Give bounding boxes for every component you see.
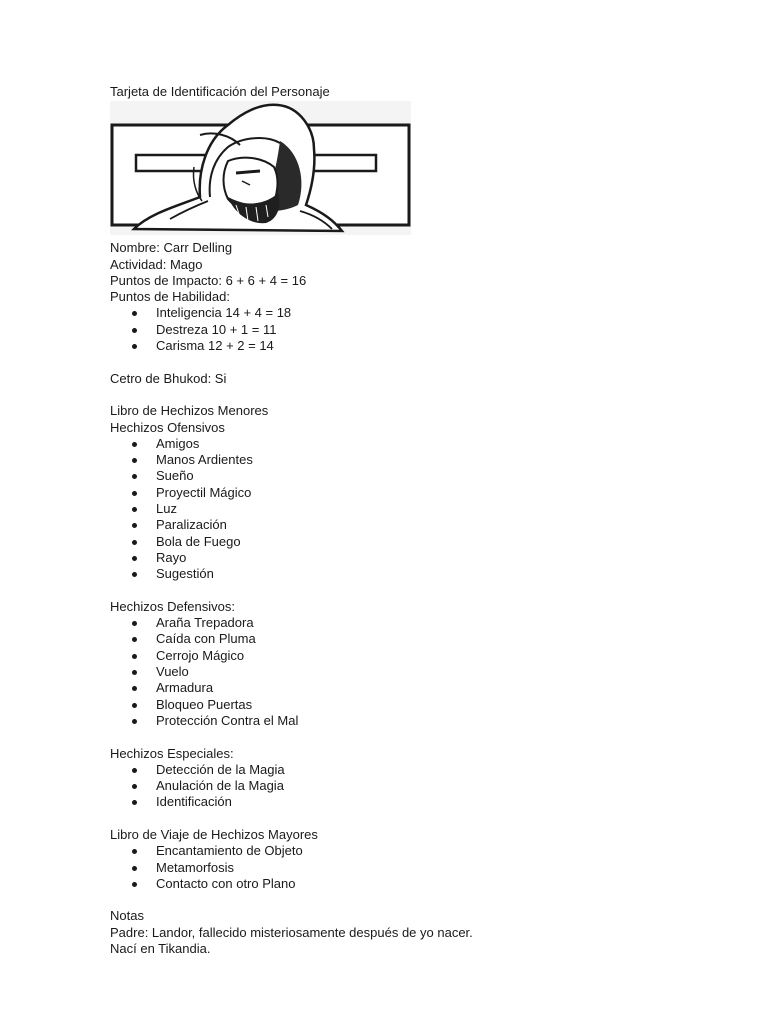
list-item: Paralización bbox=[110, 517, 710, 533]
spacer bbox=[110, 387, 710, 403]
character-activity: Actividad: Mago bbox=[110, 256, 203, 272]
special-spells-list bbox=[110, 762, 710, 811]
list-item: Destreza 10 + 1 = 11 bbox=[110, 322, 710, 338]
hooded-wizard-illustration bbox=[110, 101, 411, 235]
list-item: Contacto con otro Plano bbox=[110, 876, 710, 892]
notes-heading: Notas bbox=[110, 908, 144, 924]
spacer bbox=[110, 811, 710, 827]
list-item: Identificación bbox=[110, 794, 710, 810]
list-item: Sugestión bbox=[110, 566, 710, 582]
list-item: Sueño bbox=[110, 468, 710, 484]
sceptre-line: Cetro de Bhukod: Si bbox=[110, 370, 227, 386]
major-spells-list bbox=[110, 843, 710, 892]
list-item: Cerrojo Mágico bbox=[110, 648, 710, 664]
list-item: Proyectil Mágico bbox=[110, 485, 710, 501]
card-title: Tarjeta de Identificación del Personaje bbox=[110, 84, 330, 99]
list-item: Araña Trepadora bbox=[110, 615, 710, 631]
ability-points-list bbox=[110, 305, 710, 354]
list-item: Detección de la Magia bbox=[110, 762, 710, 778]
list-item: Luz bbox=[110, 501, 710, 517]
list-item: Amigos bbox=[110, 436, 710, 452]
list-item: Protección Contra el Mal bbox=[110, 713, 710, 729]
list-item: Bloqueo Puertas bbox=[110, 697, 710, 713]
list-item: Armadura bbox=[110, 680, 710, 696]
offensive-spells-heading: Hechizos Ofensivos bbox=[110, 419, 225, 435]
spacer bbox=[110, 892, 710, 908]
character-name: Nombre: Carr Delling bbox=[110, 240, 233, 256]
notes-line: Nací en Tikandia. bbox=[110, 941, 211, 957]
list-item: Carisma 12 + 2 = 14 bbox=[110, 338, 710, 354]
list-item: Bola de Fuego bbox=[110, 534, 710, 550]
defensive-spells-heading: Hechizos Defensivos: bbox=[110, 598, 235, 614]
major-spellbook-heading: Libro de Viaje de Hechizos Mayores bbox=[110, 826, 318, 842]
minor-spellbook-heading: Libro de Hechizos Menores bbox=[110, 403, 269, 419]
spacer bbox=[110, 729, 710, 745]
list-item: Anulación de la Magia bbox=[110, 778, 710, 794]
defensive-spells-list bbox=[110, 615, 710, 729]
list-item: Inteligencia 14 + 4 = 18 bbox=[110, 305, 710, 321]
list-item: Manos Ardientes bbox=[110, 452, 710, 468]
list-item: Vuelo bbox=[110, 664, 710, 680]
ability-points-heading: Puntos de Habilidad: bbox=[110, 289, 230, 305]
spacer bbox=[110, 354, 710, 370]
notes-line: Padre: Landor, fallecido misteriosamente después de yo nacer. bbox=[110, 924, 473, 940]
list-item: Encantamiento de Objeto bbox=[110, 843, 710, 859]
spacer bbox=[110, 583, 710, 599]
list-item: Metamorfosis bbox=[110, 860, 710, 876]
hit-points: Puntos de Impacto: 6 + 6 + 4 = 16 bbox=[110, 272, 307, 288]
special-spells-heading: Hechizos Especiales: bbox=[110, 745, 234, 761]
list-item: Caída con Pluma bbox=[110, 631, 710, 647]
list-item: Rayo bbox=[110, 550, 710, 566]
document-body bbox=[110, 84, 710, 957]
offensive-spells-list bbox=[110, 436, 710, 583]
